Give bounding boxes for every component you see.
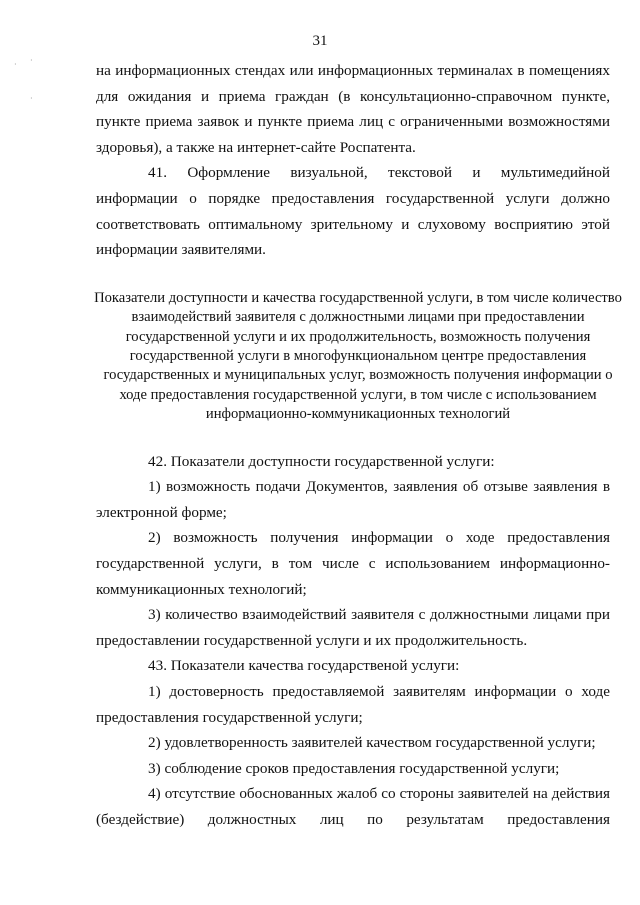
page-number: 31 [312, 33, 328, 49]
paragraph-42-item-2: 2) возможность получения информации о ходе предоставления государственной услуги, в том числе с использованием информационно-коммуникационных технологий; [96, 529, 610, 598]
paragraph-42-item-1: 1) возможность подачи Документов, заявления об отзыве заявления в электронной форме; [96, 478, 610, 521]
spacer [96, 425, 610, 449]
paragraph-43: 43. Показатели качества государственой услуги: [148, 657, 460, 675]
paragraph-42-item-3: 3) количество взаимодействий заявителя с должностными лицами при предоставлении государственной услуги и их продолжительность. [96, 606, 610, 649]
spacer [96, 263, 610, 289]
paragraph-41: 41. Оформление визуальной, текстовой и мультимедийной информации о порядке предоставления государственной услуги должно соответствовать оптимальному зрительному и слуховому восприятию этой информации заявителями. [96, 164, 610, 259]
paragraph-43-item-2: 2) удовлетворенность заявителей качеством государственной услуги; [148, 734, 596, 752]
scan-speck: · [30, 56, 33, 65]
document-body [94, 58, 622, 833]
section-heading: Показатели доступности и качества государственной услуги, в том числе количество взаимодействий заявителя с должностными лицами при предоставлении государственной услуги и их продолжительность, возможность получения государственной услуги в многофункциональном центре предоставления государственных и муниципальных услуг, возможность получения информации о ходе предоставления государственной услуги, в том числе с использованием информационно-коммуникационных технологий [94, 289, 622, 423]
scan-speck: · [30, 94, 33, 103]
paragraph-43-item-3: 3) соблюдение сроков предоставления государственной услуги; [148, 759, 560, 777]
paragraph-43-item-4: 4) отсутствие обоснованных жалоб со стороны заявителей на действия (бездействие) должностных лиц по результатам предоставления [96, 785, 610, 828]
paragraph-continuation: на информационных стендах или информационных терминалах в помещениях для ожидания и приема граждан (в консультационно-справочном пункте, пункте приема заявок и пункте приема лиц с ограниченными возможностями здоровья), а также на интернет-сайте Роспатента. [96, 62, 610, 156]
scan-speck: · [14, 60, 17, 69]
paragraph-42: 42. Показатели доступности государственной услуги: [148, 452, 495, 470]
paragraph-43-item-1: 1) достоверность предоставляемой заявителям информации о ходе предоставления государственной услуги; [96, 682, 610, 726]
